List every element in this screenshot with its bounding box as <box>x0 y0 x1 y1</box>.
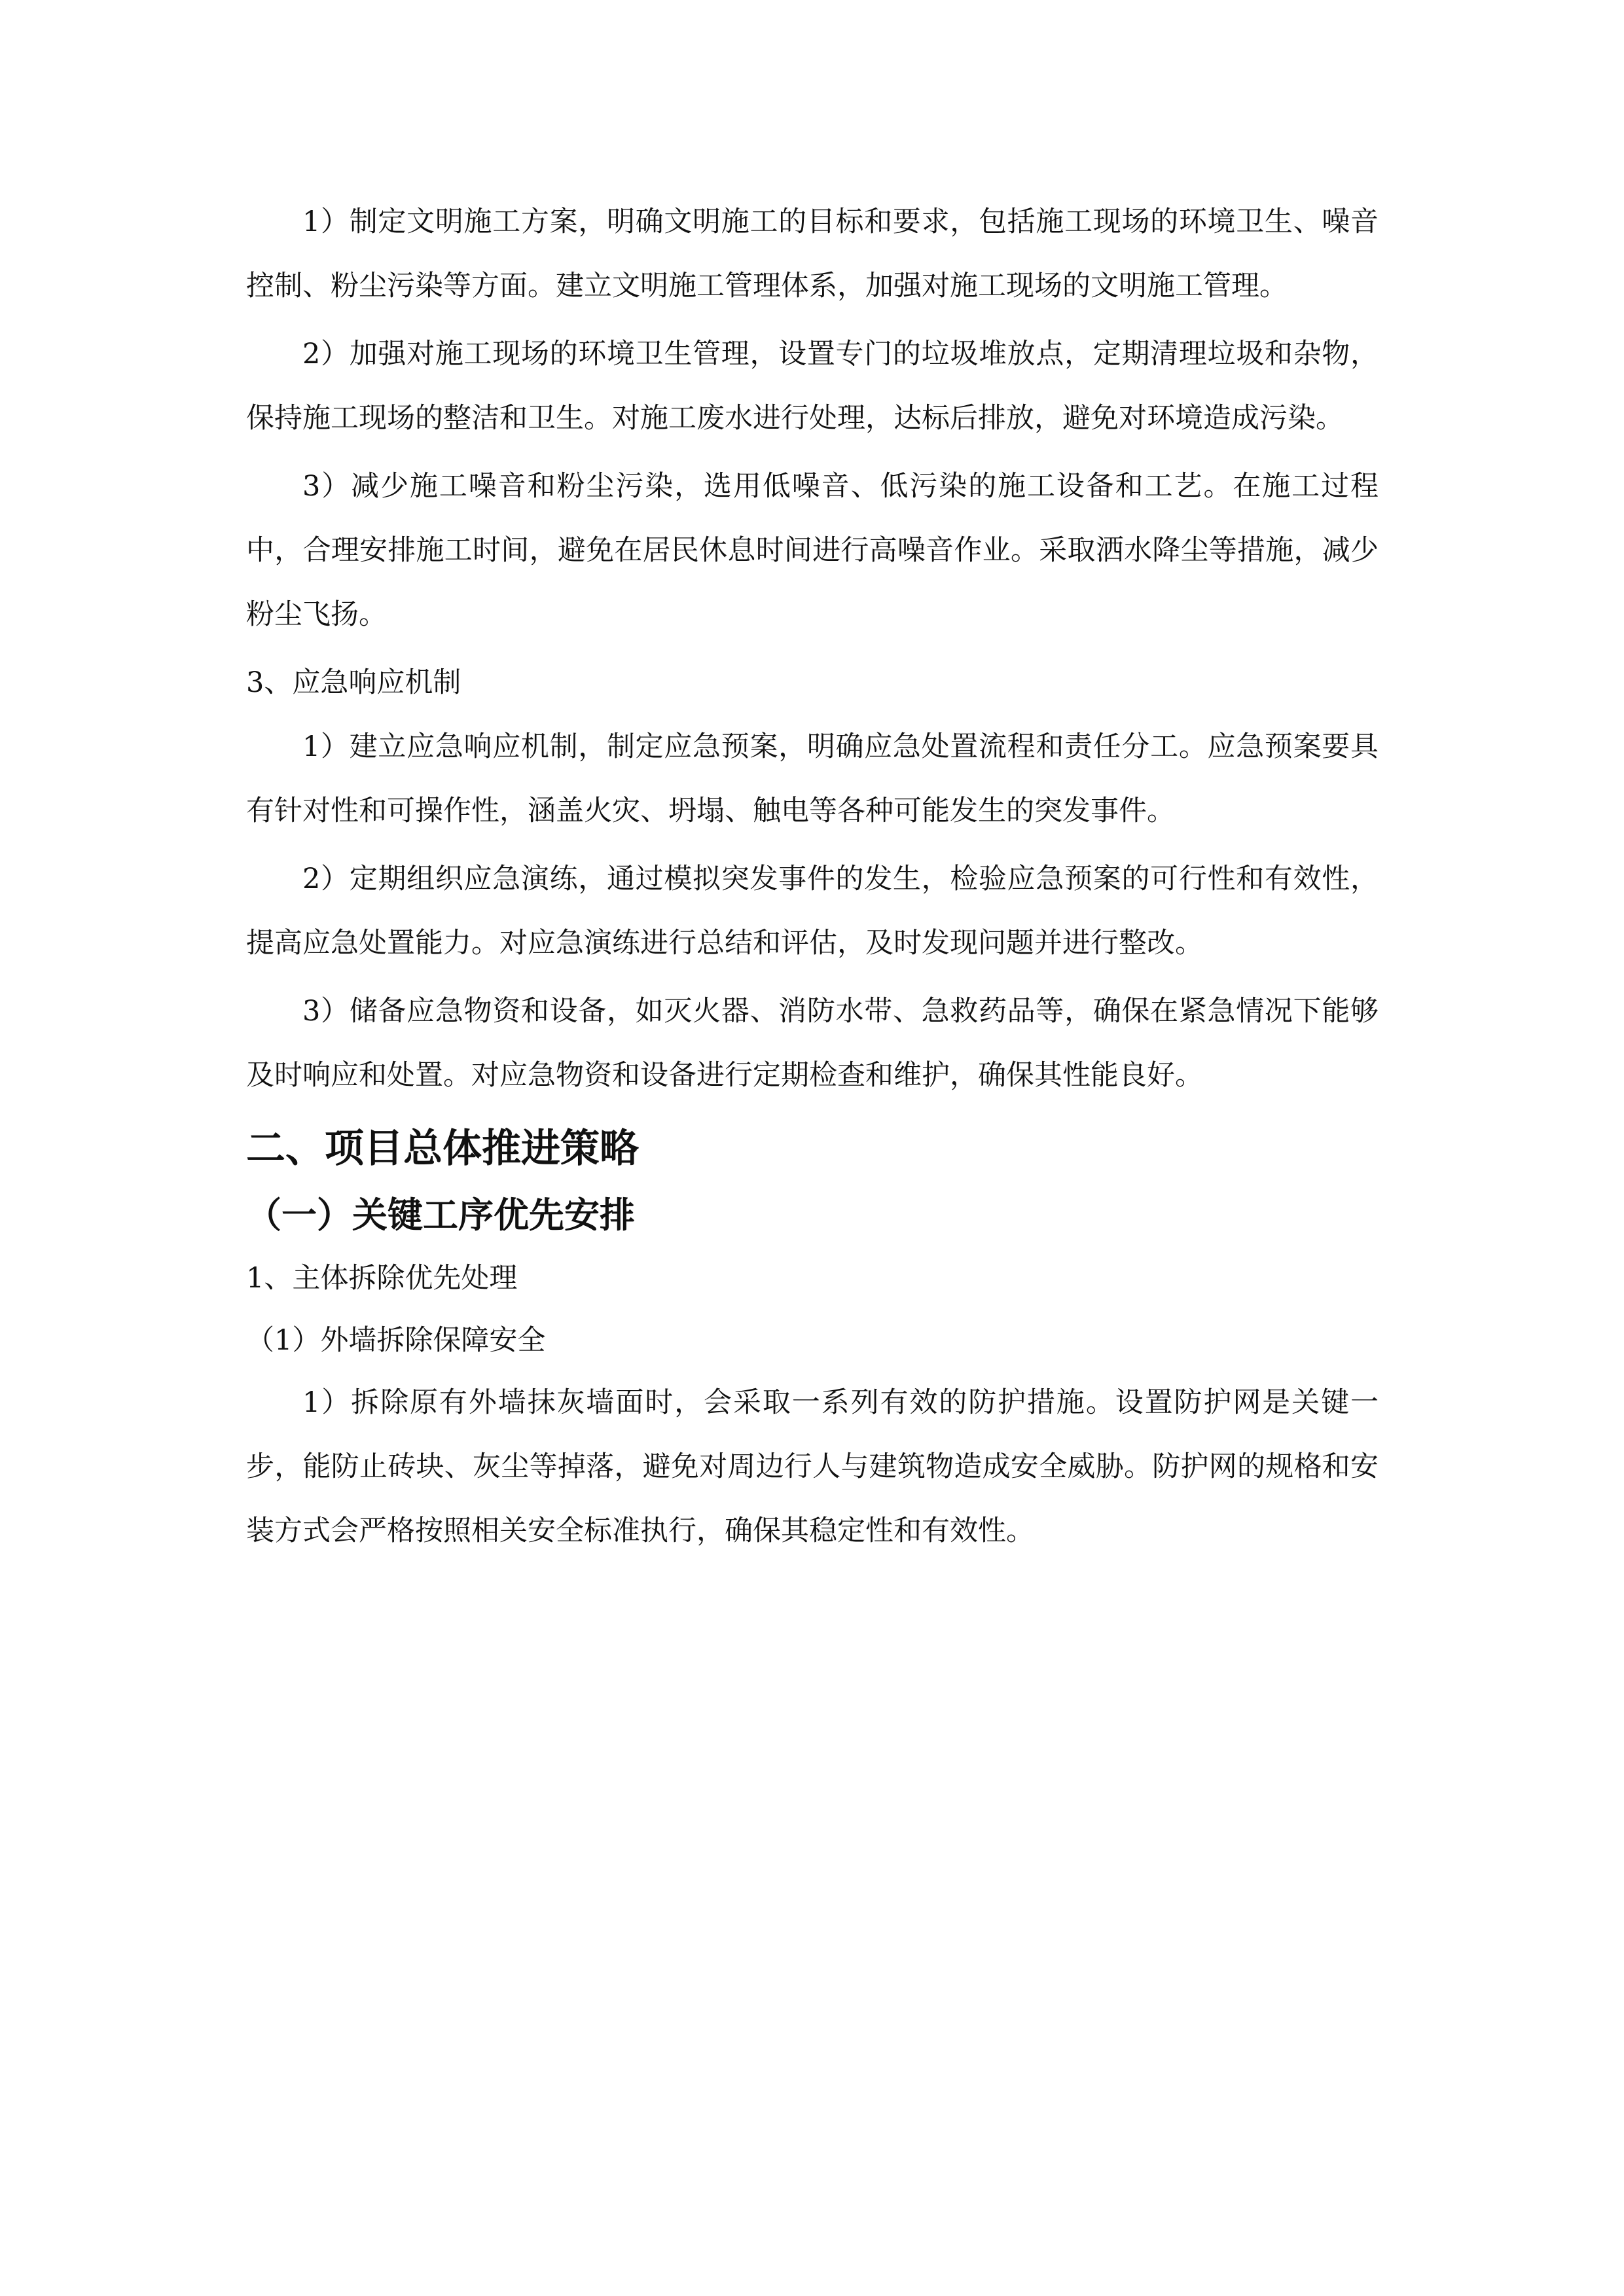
para-emergency-plan: 1）建立应急响应机制，制定应急预案，明确应急处置流程和责任分工。应急预案要具有针对性和可操作性，涵盖火灾、坍塌、触电等各种可能发生的突发事件。 <box>246 730 1379 827</box>
para-civilized-plan: 1）制定文明施工方案，明确文明施工的目标和要求，包括施工现场的环境卫生、噪音控制、粉尘污染等方面。建立文明施工管理体系，加强对施工现场的文明施工管理。 <box>246 206 1379 302</box>
heading-emergency-response: 3、应急响应机制 <box>246 666 461 699</box>
heading-exterior-wall-safety: （1）外墙拆除保障安全 <box>246 1324 546 1357</box>
document-page <box>246 190 1379 1567</box>
para-emergency-supplies: 3）储备应急物资和设备，如灭火器、消防水带、急救药品等，确保在紧急情况下能够及时响应和处置。对应急物资和设备进行定期检查和维护，确保其性能良好。 <box>246 995 1379 1092</box>
para-sanitation: 2）加强对施工现场的环境卫生管理，设置专门的垃圾堆放点，定期清理垃圾和杂物，保持施工现场的整洁和卫生。对施工废水进行处理，达标后排放，避免对环境造成污染。 <box>246 338 1379 435</box>
para-noise-dust: 3）减少施工噪音和粉尘污染，选用低噪音、低污染的施工设备和工艺。在施工过程中，合理安排施工时间，避免在居民休息时间进行高噪音作业。采取洒水降尘等措施，减少粉尘飞扬。 <box>246 470 1379 631</box>
heading-main-demolition: 1、主体拆除优先处理 <box>246 1262 518 1295</box>
heading-key-process: （一）关键工序优先安排 <box>246 1194 635 1236</box>
heading-overall-strategy: 二、项目总体推进策略 <box>246 1126 639 1172</box>
para-protective-net: 1）拆除原有外墙抹灰墙面时，会采取一系列有效的防护措施。设置防护网是关键一步，能防止砖块、灰尘等掉落，避免对周边行人与建筑物造成安全威胁。防护网的规格和安装方式会严格按照相关安全标准执行，确保其稳定性和有效性。 <box>246 1386 1379 1547</box>
para-emergency-drill: 2）定期组织应急演练，通过模拟突发事件的发生，检验应急预案的可行性和有效性，提高应急处置能力。对应急演练进行总结和评估，及时发现问题并进行整改。 <box>246 863 1379 960</box>
